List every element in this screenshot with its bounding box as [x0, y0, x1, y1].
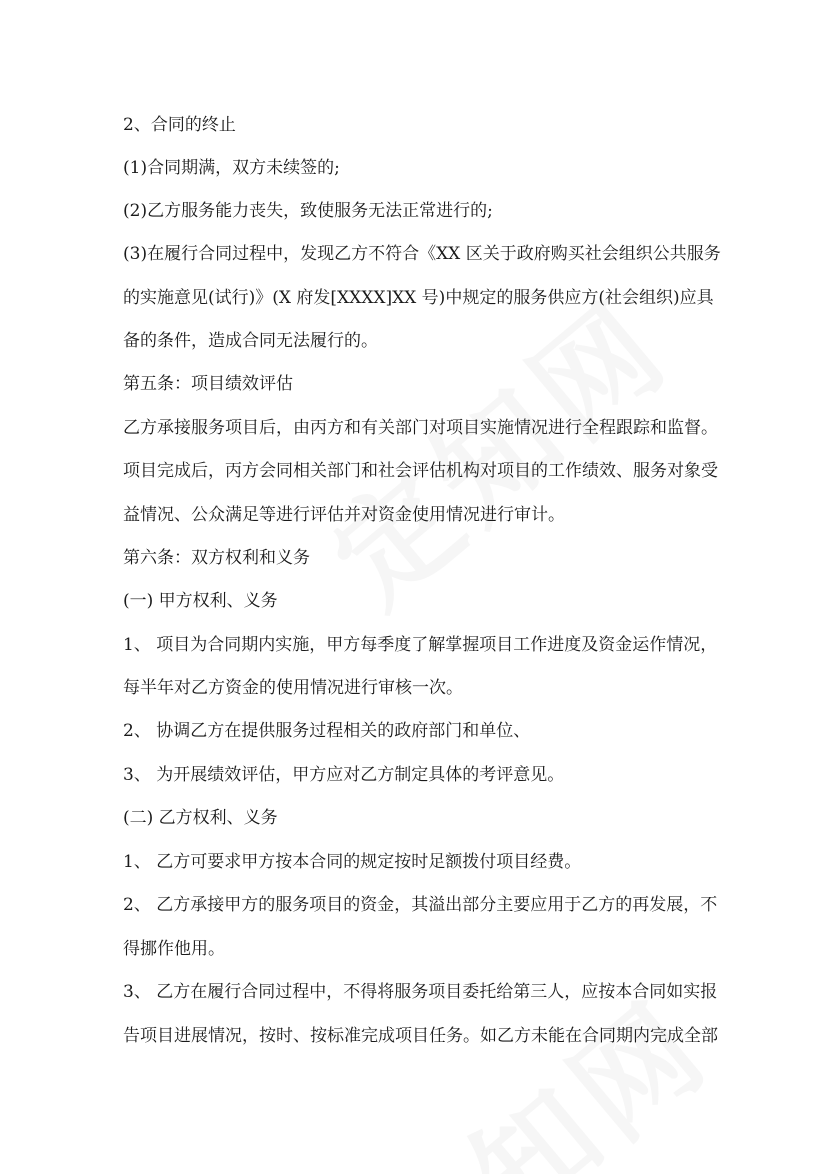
subheading-party-a: (一) 甲方权利、义务	[123, 591, 278, 611]
text-line: 的实施意见(试行)》(X 府发[XXXX]XX 号)中规定的服务供应方(社会组织)应具	[123, 288, 714, 308]
text-line: 乙方承接服务项目后，由丙方和有关部门对项目实施情况进行全程跟踪和监督。	[123, 418, 718, 438]
text-line: 每半年对乙方资金的使用情况进行审核一次。	[123, 678, 463, 698]
text-line: 1、 乙方可要求甲方按本合同的规定按时足额拨付项目经费。	[123, 852, 582, 872]
text-line: 3、 乙方在履行合同过程中，不得将服务项目委托给第三人，应按本合同如实报	[123, 982, 718, 1002]
text-line: 备的条件，造成合同无法履行的。	[123, 331, 378, 351]
text-line: 2、 协调乙方在提供服务过程相关的政府部门和单位、	[123, 721, 531, 741]
text-line: (3)在履行合同过程中，发现乙方不符合《XX 区关于政府购买社会组织公共服务	[123, 244, 721, 264]
text-line: 项目完成后，丙方会同相关部门和社会评估机构对项目的工作绩效、服务对象受	[123, 461, 718, 481]
text-line: (1)合同期满，双方未续签的;	[123, 158, 340, 178]
text-line: 1、 项目为合同期内实施，甲方每季度了解掌握项目工作进度及资金运作情况，	[123, 635, 718, 655]
text-line: 告项目进展情况，按时、按标准完成项目任务。如乙方未能在合同期内完成全部	[123, 1026, 718, 1046]
text-line: 益情况、公众满足等进行评估并对资金使用情况进行审计。	[123, 505, 565, 525]
section-heading-termination: 2、合同的终止	[123, 115, 236, 135]
subheading-party-b: (二) 乙方权利、义务	[123, 808, 278, 828]
article-heading-6: 第六条：双方权利和义务	[123, 548, 310, 568]
text-line: 得挪作他用。	[123, 939, 225, 959]
text-line: (2)乙方服务能力丧失，致使服务无法正常进行的;	[123, 201, 493, 221]
watermark	[290, 255, 699, 637]
text-line: 3、 为开展绩效评估，甲方应对乙方制定具体的考评意见。	[123, 765, 565, 785]
article-heading-5: 第五条：项目绩效评估	[123, 374, 293, 394]
text-line: 2、 乙方承接甲方的服务项目的资金，其溢出部分主要应用于乙方的再发展，不	[123, 895, 718, 915]
